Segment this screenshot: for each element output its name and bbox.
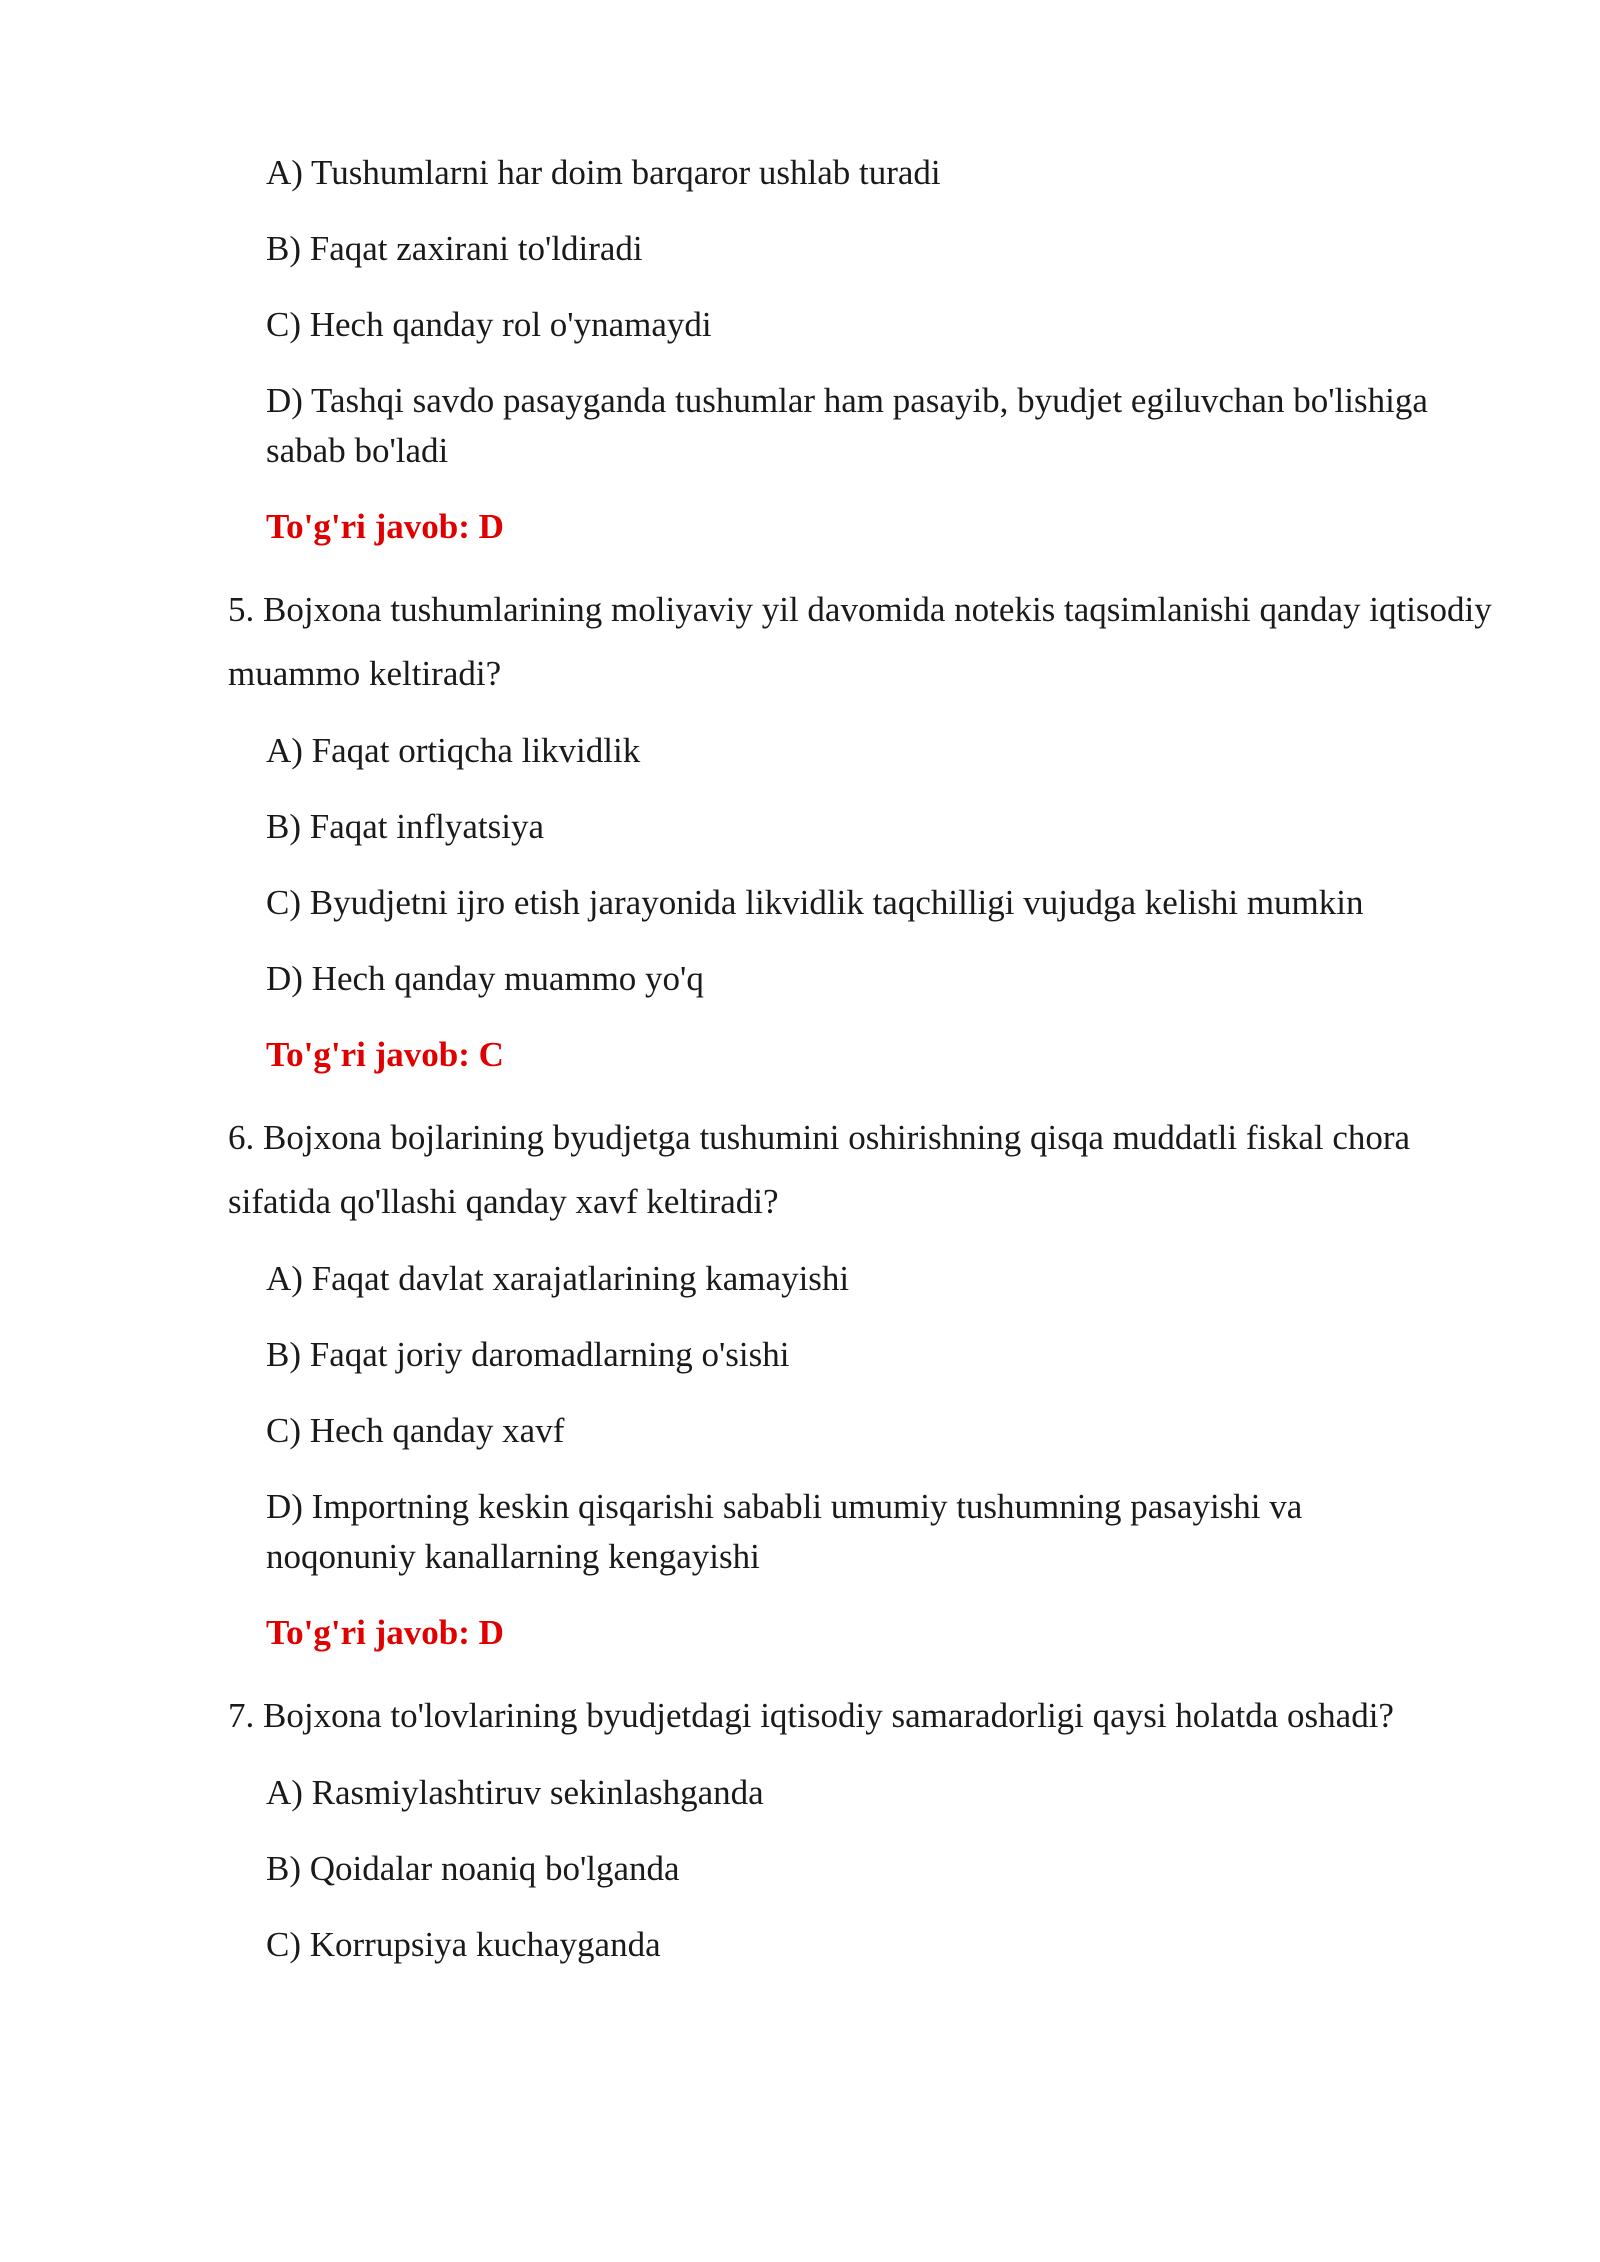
q7-option-a: A) Rasmiylashtiruv sekinlashganda [266, 1773, 764, 1812]
question-6-block [228, 1106, 1508, 1658]
q5-correct-answer: To'g'ri javob: C [266, 1035, 504, 1074]
q6-option-b: B) Faqat joriy daromadlarning o'sishi [266, 1335, 790, 1374]
q5-option-d: D) Hech qanday muammo yo'q [266, 959, 704, 998]
q6-correct-answer: To'g'ri javob: D [266, 1613, 504, 1652]
q6-option-a: A) Faqat davlat xarajatlarining kamayishi [266, 1259, 850, 1298]
q5-question-text: 5. Bojxona tushumlarining moliyaviy yil davomida notekis taqsimlanishi qanday iqtisodiy muammo keltiradi? [228, 590, 1492, 693]
q4-correct-answer: To'g'ri javob: D [266, 507, 504, 546]
q7-option-b: B) Qoidalar noaniq bo'lganda [266, 1849, 680, 1888]
q4-option-c: C) Hech qanday rol o'ynamaydi [266, 305, 712, 344]
q6-option-d: D) Importning keskin qisqarishi sababli umumiy tushumning pasayishi va noqonuniy kanallarning kengayishi [266, 1487, 1303, 1576]
q4-option-a: A) Tushumlarni har doim barqaror ushlab turadi [266, 153, 941, 192]
document-content [228, 148, 1508, 1996]
q7-option-c: C) Korrupsiya kuchayganda [266, 1925, 661, 1964]
q5-option-a: A) Faqat ortiqcha likvidlik [266, 731, 641, 770]
question-7-block [228, 1684, 1508, 1970]
q5-option-b: B) Faqat inflyatsiya [266, 807, 545, 846]
q6-question-text: 6. Bojxona bojlarining byudjetga tushumini oshirishning qisqa muddatli fiskal chora sifatida qo'llashi qanday xavf keltiradi? [228, 1118, 1411, 1221]
question-4-block [228, 148, 1508, 552]
q5-option-c: C) Byudjetni ijro etish jarayonida likvidlik taqchilligi vujudga kelishi mumkin [266, 883, 1364, 922]
q4-option-d: D) Tashqi savdo pasayganda tushumlar ham pasayib, byudjet egiluvchan bo'lishiga sabab bo'ladi [266, 381, 1428, 470]
q6-option-c: C) Hech qanday xavf [266, 1411, 565, 1450]
q4-option-b: B) Faqat zaxirani to'ldiradi [266, 229, 643, 268]
question-5-block [228, 578, 1508, 1080]
q7-question-text: 7. Bojxona to'lovlarining byudjetdagi iqtisodiy samaradorligi qaysi holatda oshadi? [228, 1696, 1394, 1735]
